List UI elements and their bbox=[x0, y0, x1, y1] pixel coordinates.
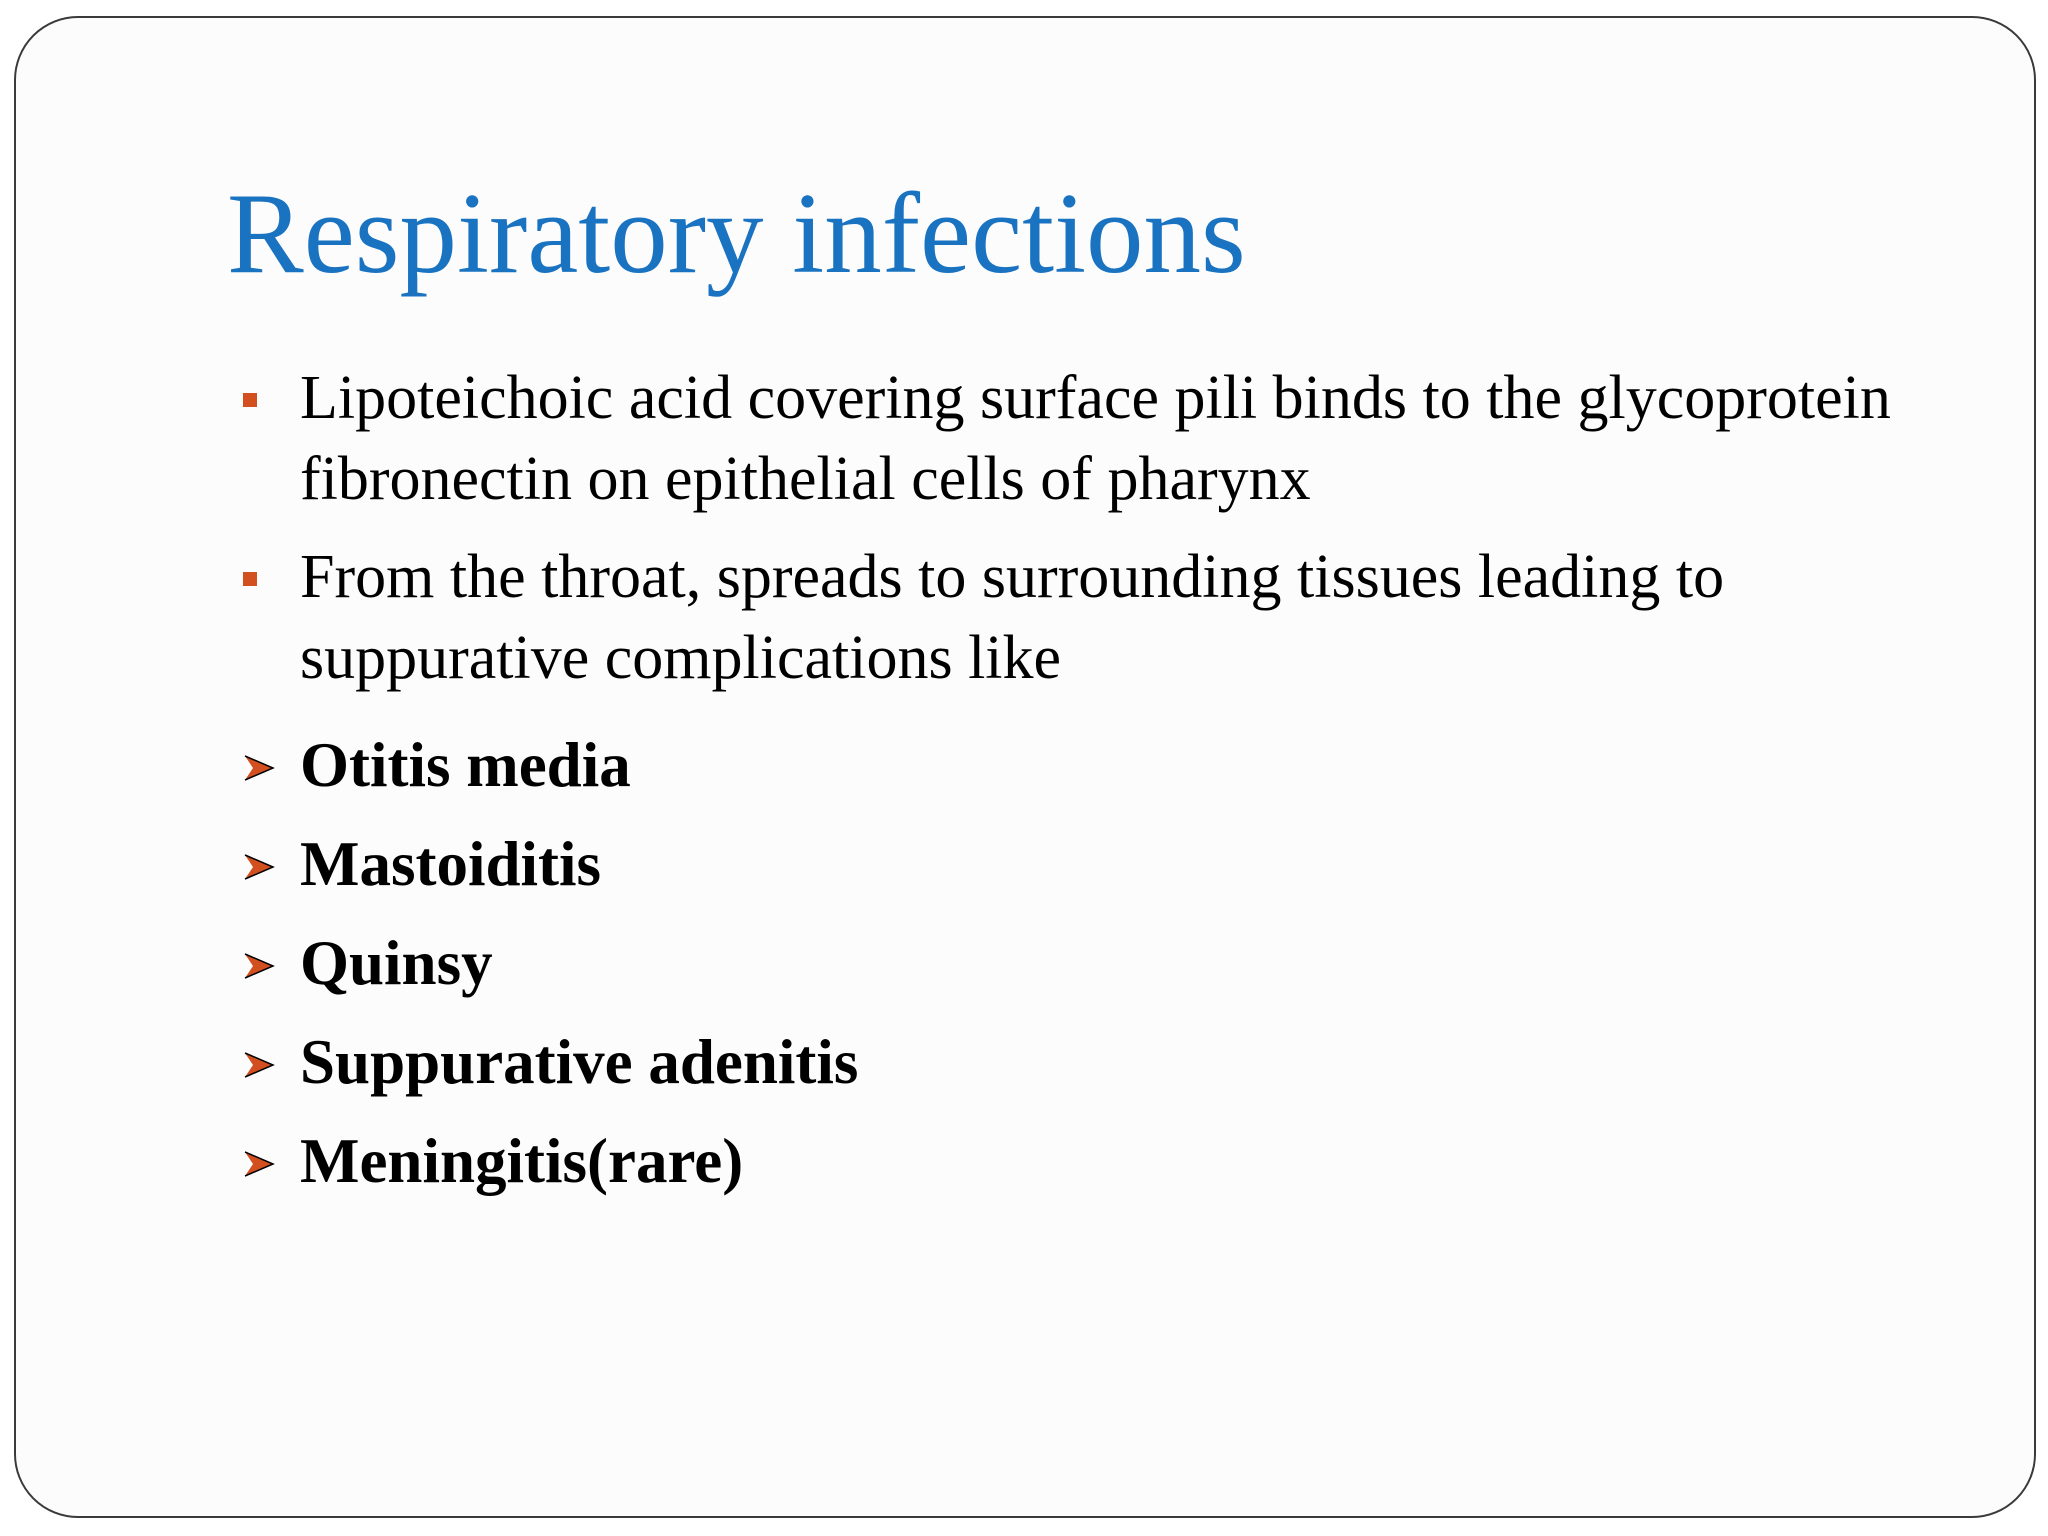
complication-text: Quinsy bbox=[300, 928, 493, 998]
slide-frame bbox=[14, 16, 2036, 1518]
square-bullet-icon bbox=[243, 393, 257, 407]
slide-body bbox=[227, 358, 1927, 1211]
bullet-paragraph bbox=[227, 358, 1927, 520]
complication-item bbox=[227, 716, 1927, 815]
bullet-paragraph bbox=[227, 537, 1927, 699]
arrowhead-bullet-icon bbox=[243, 1049, 275, 1081]
arrowhead-bullet-icon bbox=[243, 851, 275, 883]
square-bullet-icon bbox=[243, 572, 257, 586]
complication-item bbox=[227, 815, 1927, 914]
complication-text: Meningitis(rare) bbox=[300, 1126, 744, 1196]
bullet-paragraph-text: From the throat, spreads to surrounding tissues leading to suppurative complications like bbox=[300, 543, 1725, 692]
complication-item bbox=[227, 914, 1927, 1013]
complication-item bbox=[227, 1013, 1927, 1112]
complication-text: Suppurative adenitis bbox=[300, 1027, 859, 1097]
complication-text: Mastoiditis bbox=[300, 829, 602, 899]
arrowhead-bullet-icon bbox=[243, 950, 275, 982]
bullet-paragraph-text: Lipoteichoic acid covering surface pili binds to the glycoprotein fibronectin on epithelial cells of pharynx bbox=[300, 364, 1891, 513]
arrowhead-bullet-icon bbox=[243, 1148, 275, 1180]
arrowhead-bullet-icon bbox=[243, 752, 275, 784]
slide-title: Respiratory infections bbox=[227, 170, 1246, 297]
complication-item bbox=[227, 1112, 1927, 1211]
complication-text: Otitis media bbox=[300, 730, 631, 800]
